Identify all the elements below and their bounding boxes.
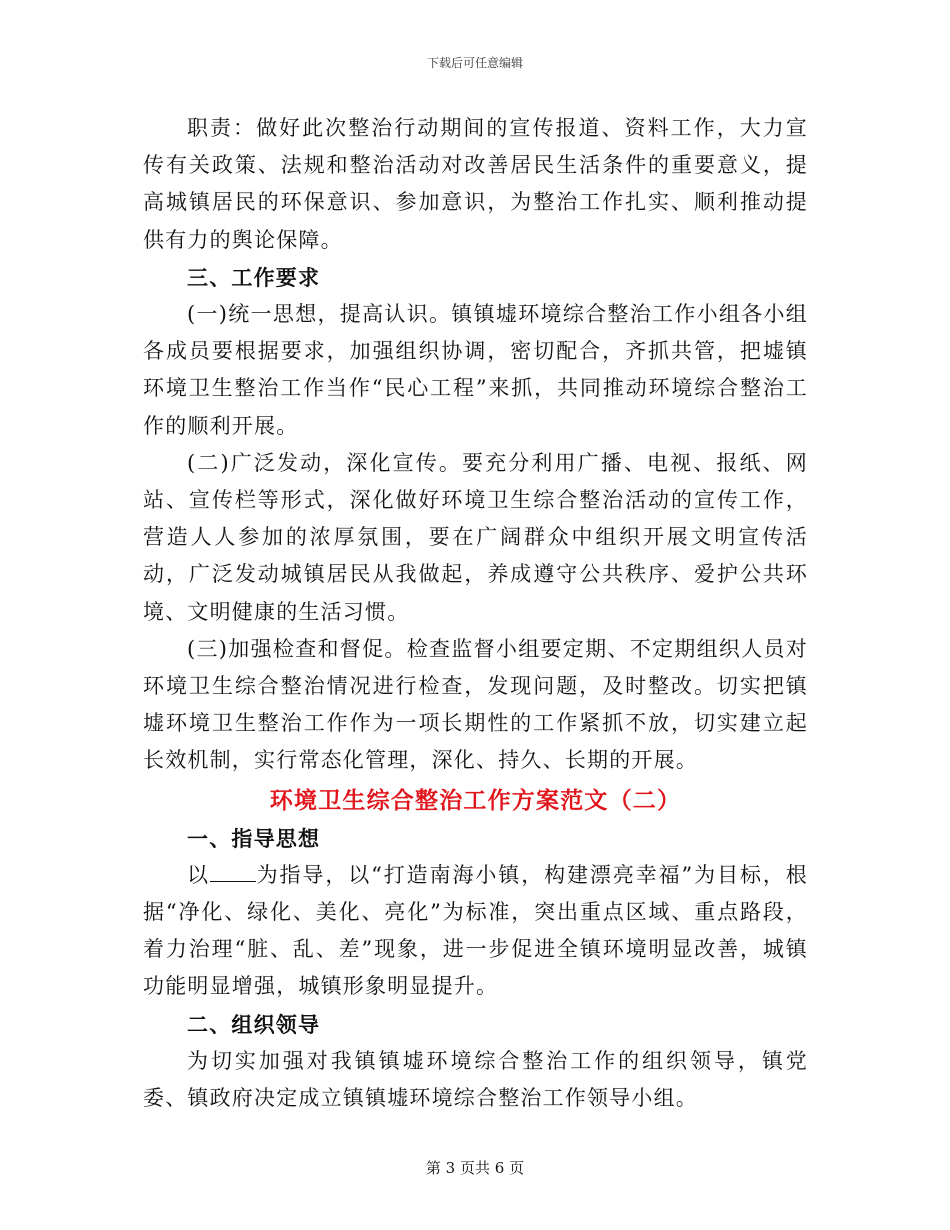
page-number: 第 3 页共 6 页 (425, 1159, 525, 1177)
guide-prefix: 以 (187, 862, 210, 887)
paragraph-guiding-ideology (143, 857, 808, 1006)
guide-text: 为指导，以“打造南海小镇，构建漂亮幸福”为目标，根据“净化、绿化、美化、亮化”为标准，突出重点区域、重点路段，着力治理“脏、乱、差”现象，进一步促进全镇环境明显改善，城镇功能明显增强，城镇形象明显提升。 (143, 862, 808, 999)
paragraph-requirement-3: (三)加强检查和督促。检查监督小组要定期、不定期组织人员对环境卫生综合整治情况进行检查，发现问题，及时整改。切实把镇墟环境卫生整治工作作为一项长期性的工作紧抓不放，切实建立起长效机制，实行常态化管理，深化、持久、长期的开展。 (143, 636, 808, 773)
paragraph-requirement-2: (二)广泛发动，深化宣传。要充分利用广播、电视、报纸、网站、宣传栏等形式，深化做好环境卫生综合整治活动的宣传工作，营造人人参加的浓厚氛围，要在广阔群众中组织开展文明宣传活动，广泛发动城镇居民从我做起，养成遵守公共秩序、爱护公共环境、文明健康的生活习惯。 (143, 450, 808, 624)
paragraph-duties: 职责：做好此次整治行动期间的宣传报道、资料工作，大力宣传有关政策、法规和整治活动对改善居民生活条件的重要意义，提高城镇居民的环保意识、参加意识，为整治工作扎实、顺利推动提供有力的舆论保障。 (143, 116, 808, 252)
document-body (143, 110, 808, 1117)
section-title: 环境卫生综合整治工作方案范文（二） (269, 786, 682, 814)
heading-work-requirements: 三、工作要求 (187, 264, 321, 290)
blank-underline (210, 861, 256, 882)
heading-organization: 二、组织领导 (187, 1011, 321, 1037)
page-header: 下载后可任意编辑 (426, 56, 523, 70)
paragraph-requirement-1: (一)统一思想，提高认识。镇镇墟环境综合整治工作小组各小组各成员要根据要求，加强组织协调，密切配合，齐抓共管，把墟镇环境卫生整治工作当作“民心工程”来抓，共同推动环境综合整治工作的顺利开展。 (143, 302, 808, 438)
heading-guiding-ideology: 一、指导思想 (187, 825, 321, 851)
paragraph-organization: 为切实加强对我镇镇墟环境综合整治工作的组织领导，镇党委、镇政府决定成立镇镇墟环境综合整治工作领导小组。 (143, 1048, 808, 1111)
